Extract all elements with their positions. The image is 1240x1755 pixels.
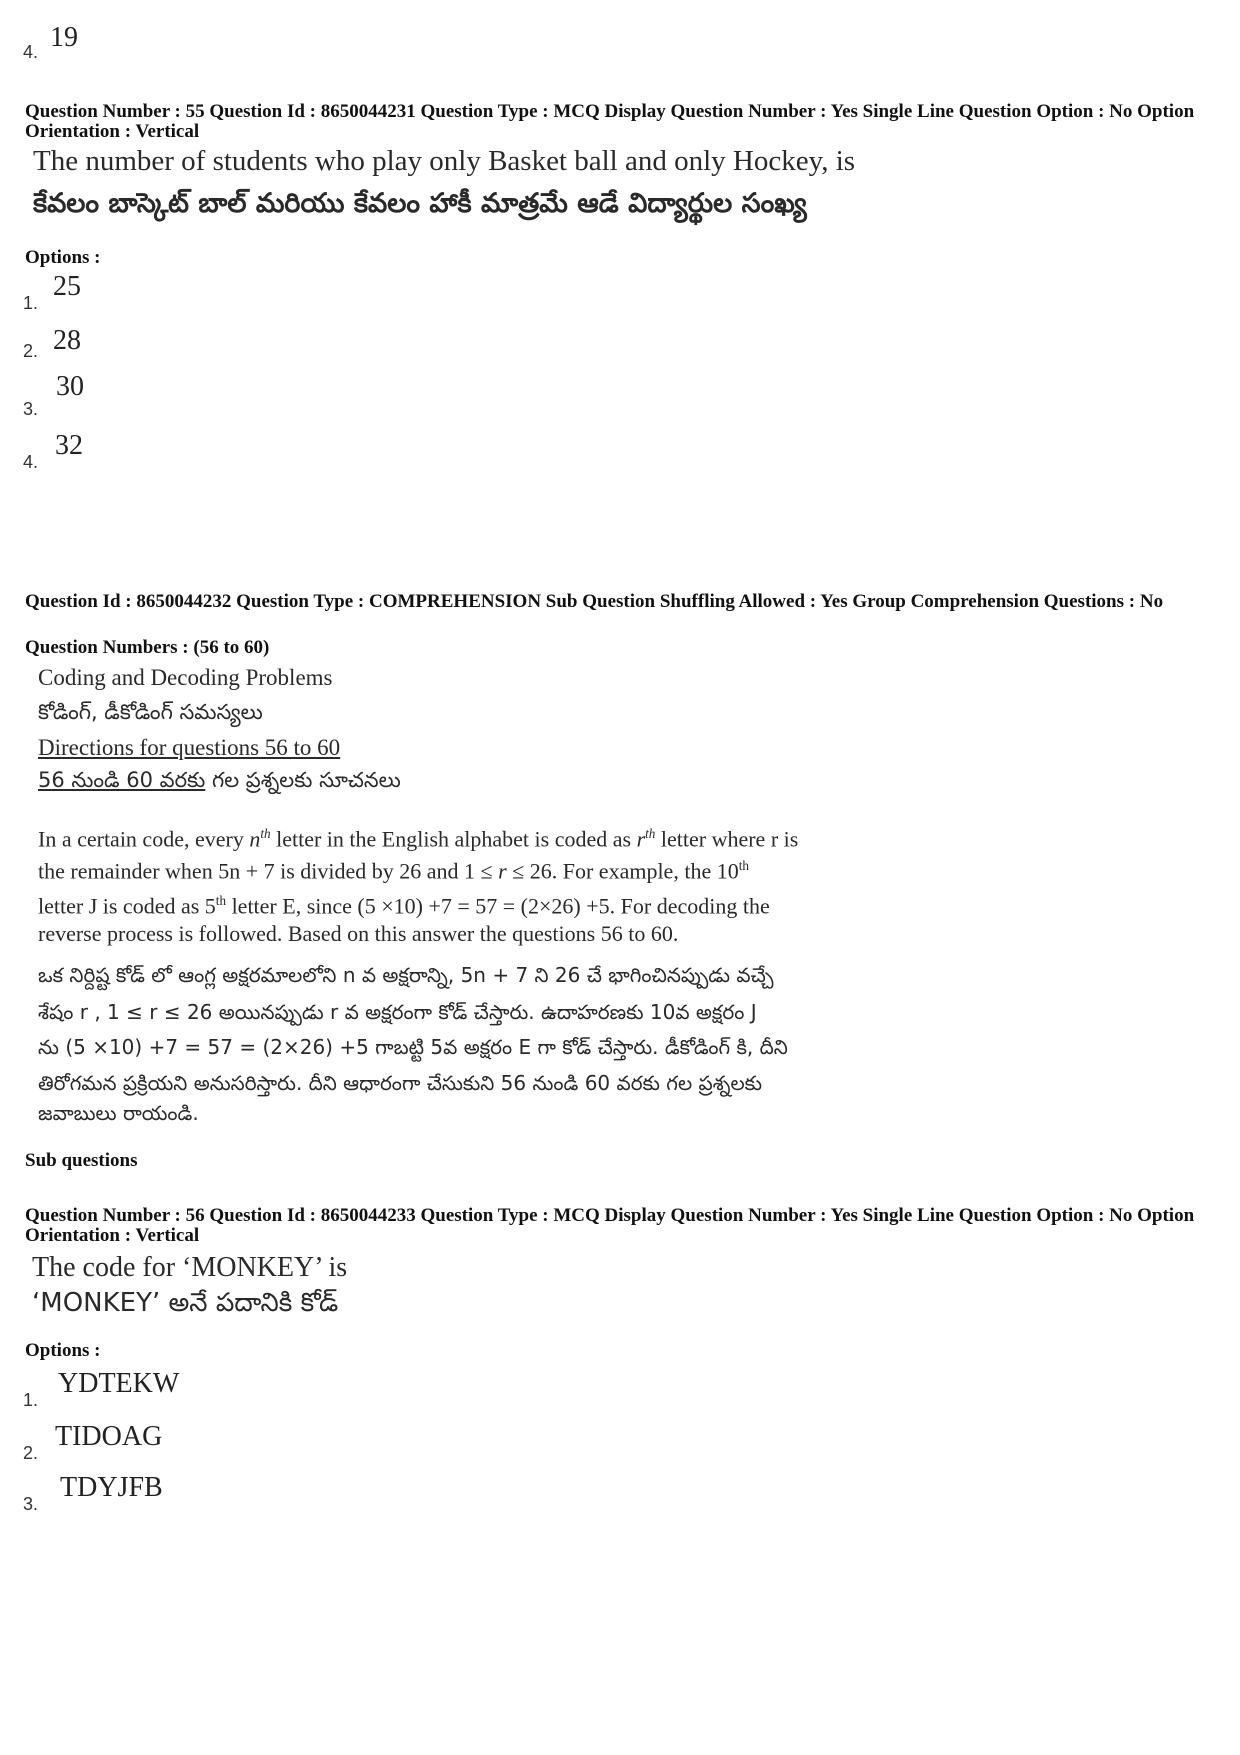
directions-telugu-range: 56 నుండి 60 వరకు (38, 768, 206, 792)
option-value: 19 (50, 22, 78, 53)
passage-english-line-1 (38, 826, 798, 852)
option-value: 28 (53, 325, 81, 356)
passage-superscript: th (260, 826, 271, 841)
comprehension-title-english: Coding and Decoding Problems (38, 665, 333, 690)
comprehension-title-telugu: కోడింగ్, డీకోడింగ్ సమస్యలు (38, 700, 263, 724)
passage-variable: r (636, 826, 646, 852)
question-text-telugu: కేవలం బాస్కెట్ బాల్ మరియు కేవలం హాకీ మాత్రమే ఆడే విద్యార్థుల సంఖ్య (33, 188, 807, 219)
sub-questions-label: Sub questions (25, 1150, 138, 1171)
question-numbers-label: Question Numbers : (56 to 60) (25, 637, 270, 658)
option-value: TDYJFB (60, 1472, 163, 1503)
directions-telugu-rest: గల ప్రశ్నలకు సూచనలు (205, 768, 401, 792)
passage-text: In a certain code, every (38, 826, 250, 852)
option-number: 3. (23, 1494, 39, 1514)
passage-telugu-line-4: తిరోగమన ప్రక్రియని అనుసరిస్తారు. దీని ఆధారంగా చేసుకుని 56 నుండి 60 వరకు గల ప్రశ్నలకు (38, 1071, 762, 1095)
passage-telugu-line-2: శేషం r , 1 ≤ r ≤ 26 అయినప్పుడు r వ అక్షరంగా కోడ్ చేస్తారు. ఉదాహరణకు 10వ అక్షరం J (38, 1000, 757, 1024)
option-value: 30 (56, 371, 84, 402)
passage-text: the remainder when 5n + 7 is divided by 26 and 1 ≤ (38, 858, 499, 884)
question-text-english: The code for ‘MONKEY’ is (32, 1252, 348, 1283)
options-label: Options : (25, 1340, 101, 1361)
option-value: YDTEKW (58, 1368, 180, 1399)
option-value: 25 (53, 271, 81, 302)
passage-telugu-line-3: ను (5 ×10) +7 = 57 = (2×26) +5 గాబట్టి 5వ అక్షరం E గా కోడ్ చేస్తారు. డీకోడింగ్ కి, దీని (38, 1035, 788, 1059)
option-number: 1. (23, 293, 39, 313)
question-text-telugu: ‘MONKEY’ అనే పదానికి కోడ్ (32, 1288, 339, 1318)
passage-text: letter J is coded as 5 (38, 893, 216, 919)
option-value: 32 (55, 430, 83, 461)
passage-text: letter in the English alphabet is coded as (270, 826, 637, 852)
passage-telugu-line-5: జవాబులు రాయండి. (38, 1101, 199, 1125)
passage-english-line-3 (38, 893, 770, 919)
directions-english: Directions for questions 56 to 60 (38, 735, 341, 760)
passage-variable: n (249, 826, 261, 852)
question-meta: Question Number : 56 Question Id : 8650044233 Question Type : MCQ Display Question Number : Yes Single Line Question Option : No Option Orientation : Vertical (25, 1205, 1195, 1246)
directions-telugu (38, 768, 401, 798)
passage-text: ≤ 26. For example, the 10 (506, 858, 739, 884)
passage-variable: r (498, 858, 507, 884)
option-number: 4. (23, 452, 39, 472)
passage-english-line-4: reverse process is followed. Based on this answer the questions 56 to 60. (38, 921, 679, 946)
passage-text: letter where r is (655, 826, 799, 852)
comprehension-meta: Question Id : 8650044232 Question Type : COMPREHENSION Sub Question Shuffling Allowed : Yes Group Comprehension Questions : No (25, 591, 1164, 612)
option-number: 4. (23, 42, 39, 62)
option-number: 1. (23, 1390, 39, 1410)
question-text-english: The number of students who play only Basket ball and only Hockey, is (33, 145, 856, 177)
option-number: 2. (23, 1443, 39, 1463)
option-number: 3. (23, 399, 39, 419)
passage-text: letter E, since (5 ×10) +7 = 57 = (2×26) +5. For decoding the (226, 893, 770, 919)
passage-telugu-line-1: ఒక నిర్దిష్ట కోడ్ లో ఆంగ్ల అక్షరమాలలోని n వ అక్షరాన్ని, 5n + 7 ని 26 చే భాగించినప్పుడు వచ్చే (38, 963, 774, 987)
option-value: TIDOAG (55, 1421, 163, 1452)
option-number: 2. (23, 341, 39, 361)
passage-english-line-2 (38, 858, 749, 884)
passage-superscript: th (215, 893, 227, 908)
passage-superscript: th (645, 826, 656, 841)
options-label: Options : (25, 247, 101, 268)
passage-superscript: th (738, 858, 749, 873)
question-meta: Question Number : 55 Question Id : 8650044231 Question Type : MCQ Display Question Number : Yes Single Line Question Option : No Option Orientation : Vertical (25, 101, 1195, 142)
